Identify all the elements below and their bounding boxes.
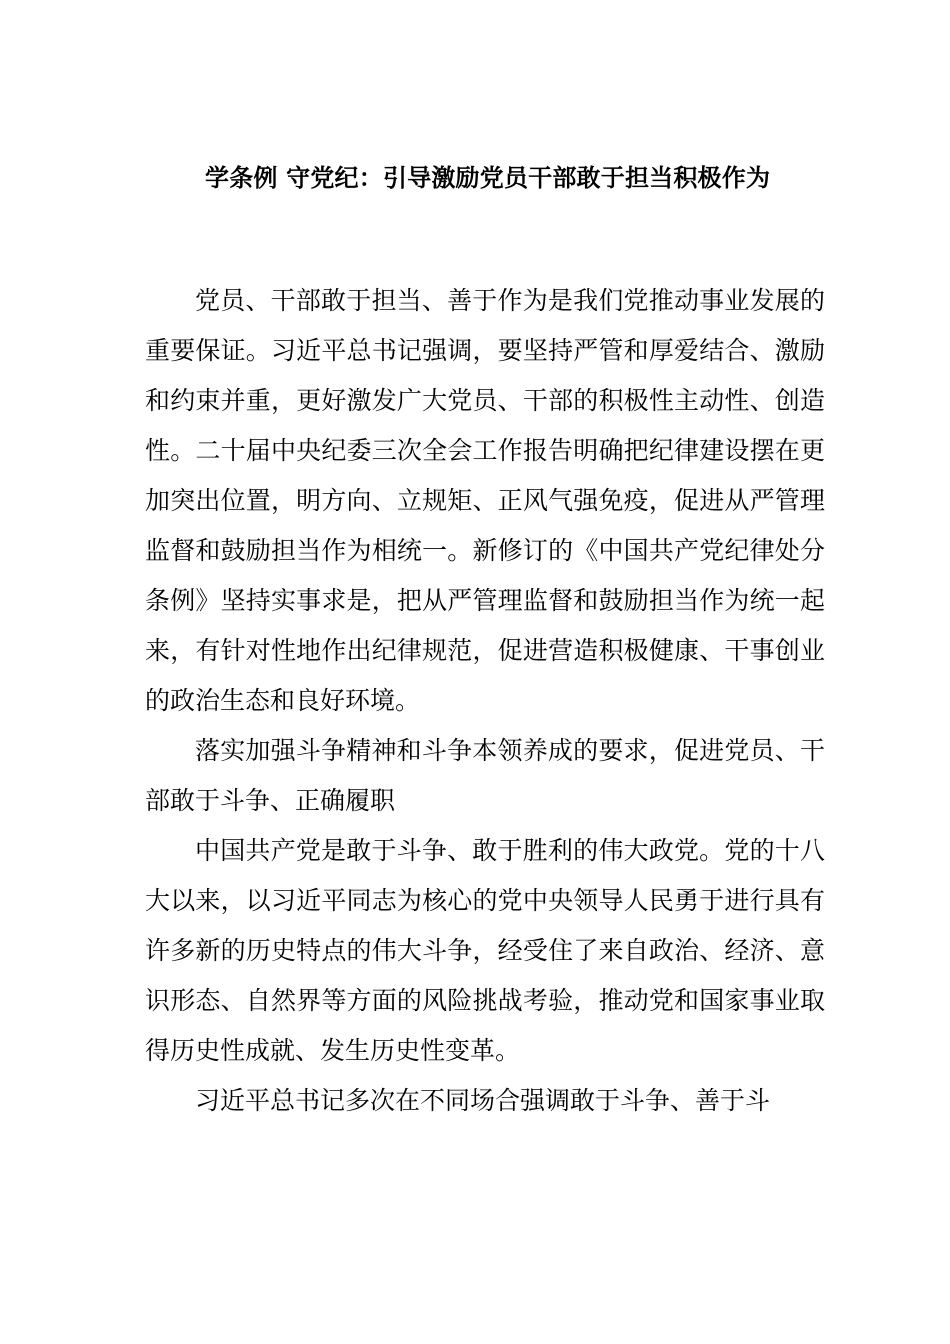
paragraph: 习近平总书记多次在不同场合强调敢于斗争、善于斗 xyxy=(195,1086,771,1115)
paragraph: 中国共产党是敢于斗争、敢于胜利的伟大政党。党的十八大以来，以习近平同志为核心的党中央领导人民勇于进行具有许多新的历史特点的伟大斗争，经受住了来自政治、经济、意识形态、自然界等方面的风险挑战考验，推动党和国家事业取得历史性成就、发生历史性变革。 xyxy=(145,836,825,1065)
document-title: 学条例 守党纪：引导激励党员干部敢于担当积极作为 xyxy=(205,164,771,192)
section-heading-paragraph: 落实加强斗争精神和斗争本领养成的要求，促进党员、干部敢于斗争、正确履职 xyxy=(145,736,825,815)
document-body xyxy=(145,276,825,1126)
paragraph: 党员、干部敢于担当、善于作为是我们党推动事业发展的重要保证。习近平总书记强调，要坚持严管和厚爱结合、激励和约束并重，更好激发广大党员、干部的积极性主动性、创造性。二十届中央纪委三次全会工作报告明确把纪律建设摆在更加突出位置，明方向、立规矩、正风气强免疫，促进从严管理监督和鼓励担当作为相统一。新修订的《中国共产党纪律处分条例》坚持实事求是，把从严管理监督和鼓励担当作为统一起来，有针对性地作出纪律规范，促进营造积极健康、干事创业的政治生态和良好环境。 xyxy=(145,286,825,715)
